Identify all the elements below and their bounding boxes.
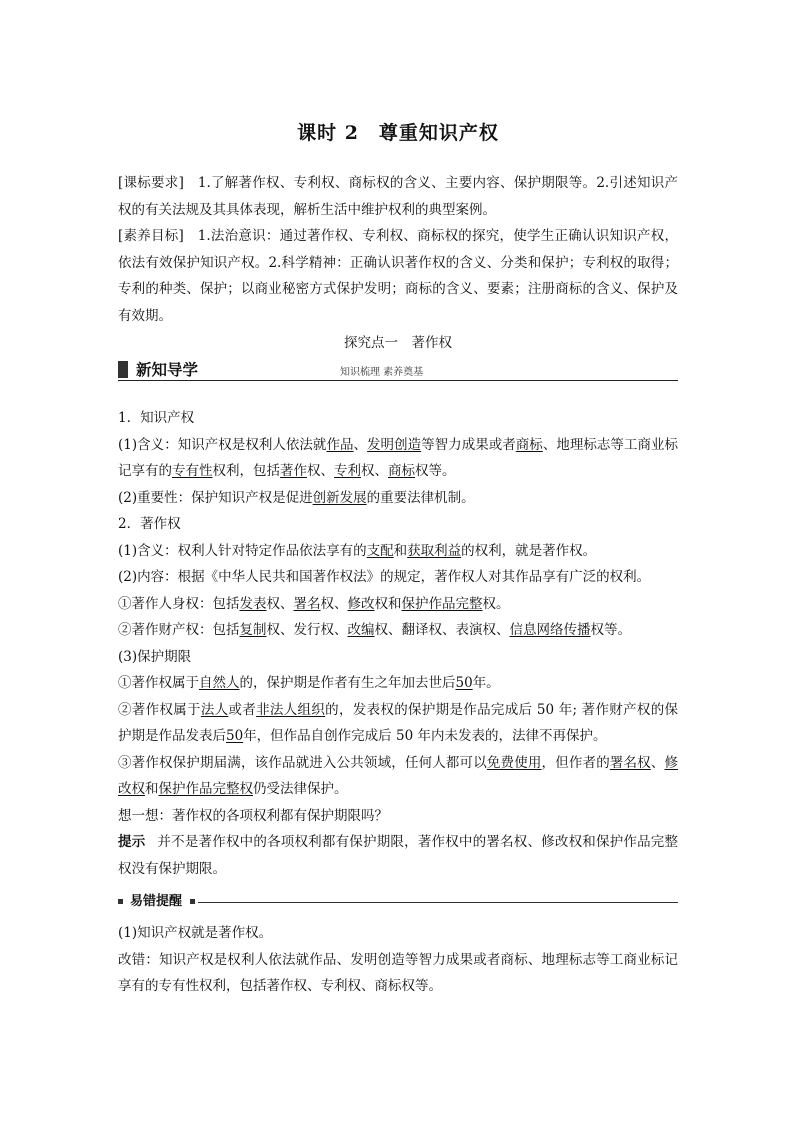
section-name: 新知导学 [136, 361, 199, 379]
protection-expiry: ③著作权保护期届满，该作品就进入公共领域，任何人都可以免费使用，但作者的署名权、修改权和保护作品完整权仍受法律保护。 [118, 754, 679, 797]
copyright-definition: (1)含义：权利人针对特定作品依法享有的支配和获取利益的权利，就是著作权。 [118, 542, 597, 559]
notice-item: (1)知识产权就是著作权。 [118, 925, 273, 941]
heading-copyright: 2．著作权 [118, 516, 181, 532]
property-rights: ②著作财产权：包括复制权、发行权、改编权、翻译权、表演权、信息网络传播权等。 [118, 622, 631, 638]
notice-marker-icon [190, 899, 195, 904]
notice-marker-icon [118, 899, 123, 904]
section-marker-icon [118, 361, 128, 378]
explore-heading: 探究点一 著作权 [344, 335, 452, 351]
ip-definition: (1)含义：知识产权是权利人依法就作品、发明创造等智力成果或者商标、地理标志等工商业标记享有的专有性权利，包括著作权、专利权、商标权等。 [118, 436, 679, 479]
notice-header [118, 892, 678, 912]
hint-paragraph [118, 829, 678, 882]
hint-text: 并不是著作权中的各项权利都有保护期限，著作权中的署名权、修改权和保护作品完整权没有保护期限。 [118, 834, 679, 877]
page-content [118, 118, 678, 1000]
hint-label: 提示 [118, 834, 146, 850]
literacy-goals [118, 223, 678, 329]
notice-divider [198, 902, 678, 903]
ip-importance: (2)重要性：保护知识产权是促进创新发展的重要法律机制。 [118, 489, 475, 506]
curriculum-label: [课标要求] [118, 175, 184, 191]
think-question: 想一想：著作权的各项权利都有保护期限吗？ [118, 807, 388, 824]
notice-correction: 改错：知识产权是权利人依法就作品、发明创造等智力成果或者商标、地理标志等工商业标记享有的专有性权利，包括著作权、专利权、商标权等。 [118, 951, 678, 994]
protection-period-heading: (3)保护期限 [118, 648, 192, 665]
section-header [118, 360, 678, 381]
curriculum-text: 1.了解著作权、专利权、商标权的含义、主要内容、保护期限等。2.引述知识产权的有关法规及其具体表现，解析生活中维护权利的典型案例。 [118, 175, 678, 218]
heading-ip: 1．知识产权 [118, 410, 195, 426]
section-subtitle: 知识梳理 素养奠基 [340, 367, 424, 378]
literacy-label: [素养目标] [118, 228, 184, 244]
protection-natural-person: ①著作权属于自然人的，保护期是作者有生之年加去世后50年。 [118, 675, 500, 691]
copyright-content: (2)内容：根据《中华人民共和国著作权法》的规定，著作权人对其作品享有广泛的权利。 [118, 569, 651, 585]
moral-rights: ①著作人身权：包括发表权、署名权、修改权和保护作品完整权。 [118, 595, 510, 612]
notice-label: 易错提醒 [130, 894, 183, 909]
literacy-text: 1.法治意识：通过著作权、专利权、商标权的探究，使学生正确认识知识产权，依法有效保护知识产权。2.科学精神：正确认识著作权的含义、分类和保护；专利权的取得；专利的种类、保护；以商业秘密方式保护发明；商标的含义、要素；注册商标的含义、保护及有效期。 [118, 228, 678, 324]
page-title: 课时 2 尊重知识产权 [297, 122, 499, 144]
curriculum-requirements [118, 170, 678, 223]
protection-legal-person: ②著作权属于法人或者非法人组织的，发表权的保护期是作品完成后 50 年; 著作财产权的保护期是作品发表后50年，但作品自创作完成后 50 年内未发表的，法律不再保护。 [118, 701, 679, 744]
